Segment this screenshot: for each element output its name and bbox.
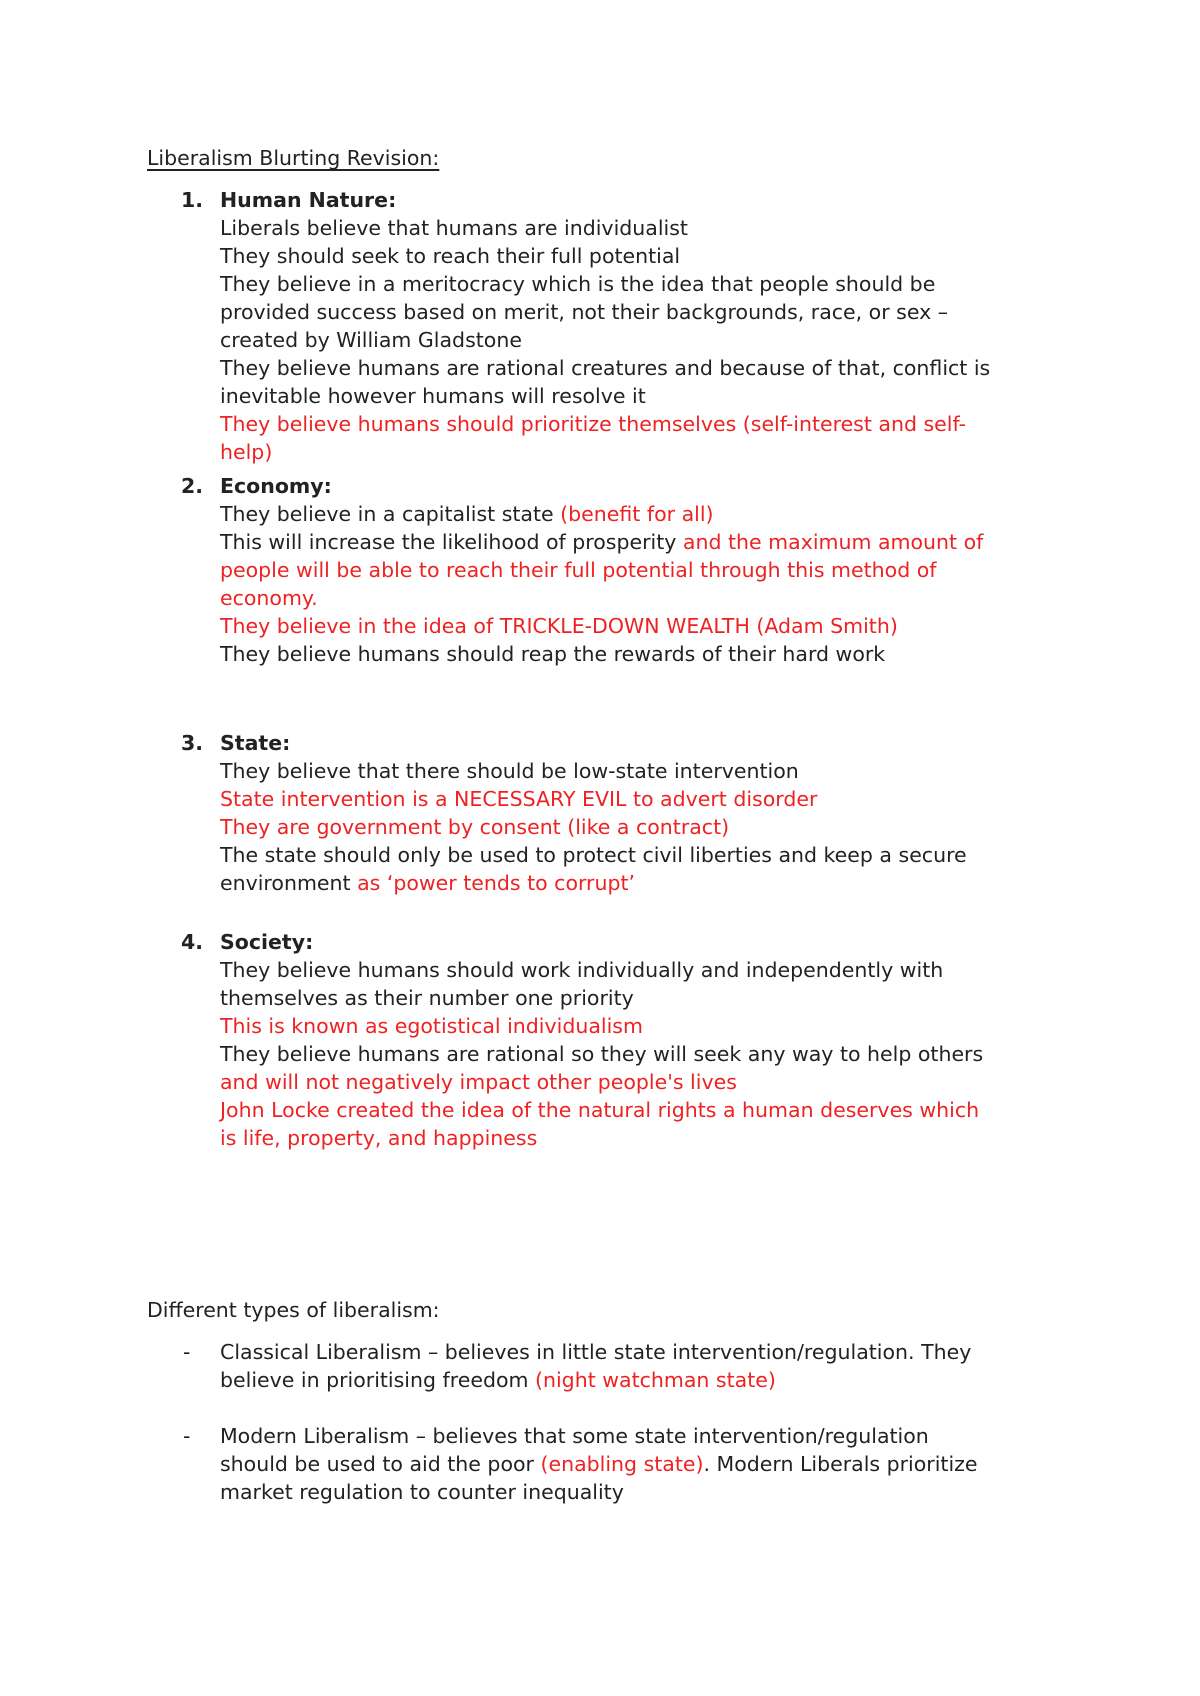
text-line bbox=[220, 841, 1070, 869]
section-heading: Society: bbox=[220, 930, 314, 954]
annotation-text: State intervention is a NECESSARY EVIL to advert disorder bbox=[220, 787, 818, 811]
section-heading: Economy: bbox=[220, 474, 332, 498]
annotation-text: is life, property, and happiness bbox=[220, 1126, 538, 1150]
body-text: Liberals believe that humans are individualist bbox=[220, 216, 688, 240]
text-line bbox=[220, 584, 1070, 612]
body-text: environment bbox=[220, 871, 358, 895]
text-line bbox=[220, 813, 1070, 841]
body-text: They believe humans should reap the rewards of their hard work bbox=[220, 642, 886, 666]
annotation-text: help) bbox=[220, 440, 273, 464]
section-body bbox=[220, 956, 1070, 1152]
text-line bbox=[220, 242, 1070, 270]
body-text: inevitable however humans will resolve it bbox=[220, 384, 646, 408]
bullet-dash: - bbox=[183, 1340, 191, 1364]
text-line bbox=[220, 956, 1070, 984]
text-line bbox=[220, 640, 1070, 668]
annotation-text: and the maximum amount of bbox=[682, 530, 984, 554]
annotation-text: people will be able to reach their full potential through this method of bbox=[220, 558, 937, 582]
text-line bbox=[220, 1422, 1070, 1450]
section-number: 1. bbox=[181, 188, 204, 212]
text-line bbox=[220, 1096, 1070, 1124]
annotation-text: They believe in the idea of TRICKLE-DOWN WEALTH (Adam Smith) bbox=[220, 614, 898, 638]
body-text: created by William Gladstone bbox=[220, 328, 522, 352]
text-line bbox=[220, 556, 1070, 584]
annotation-text: (benefit for all) bbox=[560, 502, 714, 526]
body-text: Classical Liberalism – believes in little state intervention/regulation. They bbox=[220, 1340, 972, 1364]
body-text: They believe that there should be low-state intervention bbox=[220, 759, 799, 783]
text-line bbox=[220, 410, 1070, 438]
text-line bbox=[220, 1068, 1070, 1096]
text-line bbox=[220, 382, 1070, 410]
annotation-text: (night watchman state) bbox=[535, 1368, 776, 1392]
type-body bbox=[220, 1422, 1070, 1506]
text-line bbox=[220, 1338, 1070, 1366]
body-text: should be used to aid the poor bbox=[220, 1452, 541, 1476]
annotation-text: They believe humans should prioritize themselves (self-interest and self- bbox=[220, 412, 966, 436]
text-line bbox=[220, 438, 1070, 466]
body-text: . Modern Liberals prioritize bbox=[703, 1452, 978, 1476]
text-line bbox=[220, 785, 1070, 813]
text-line bbox=[220, 612, 1070, 640]
body-text: This will increase the likelihood of prosperity bbox=[220, 530, 683, 554]
annotation-text: and will not negatively impact other people's lives bbox=[220, 1070, 737, 1094]
text-line bbox=[220, 326, 1070, 354]
text-line bbox=[220, 869, 1070, 897]
text-line bbox=[220, 1124, 1070, 1152]
text-line bbox=[220, 1450, 1070, 1478]
body-text: The state should only be used to protect civil liberties and keep a secure bbox=[220, 843, 967, 867]
text-line bbox=[220, 1366, 1070, 1394]
body-text: They believe in a capitalist state bbox=[220, 502, 561, 526]
text-line bbox=[220, 354, 1070, 382]
text-line bbox=[220, 1012, 1070, 1040]
text-line bbox=[220, 1478, 1070, 1506]
text-line bbox=[220, 298, 1070, 326]
section-heading: Human Nature: bbox=[220, 188, 397, 212]
annotation-text: They are government by consent (like a contract) bbox=[220, 815, 730, 839]
annotation-text: as ‘power tends to corrupt’ bbox=[357, 871, 636, 895]
body-text: They should seek to reach their full potential bbox=[220, 244, 681, 268]
section-body bbox=[220, 757, 1070, 897]
body-text: themselves as their number one priority bbox=[220, 986, 634, 1010]
body-text: Modern Liberalism – believes that some state intervention/regulation bbox=[220, 1424, 929, 1448]
body-text: They believe in a meritocracy which is the idea that people should be bbox=[220, 272, 936, 296]
section-body bbox=[220, 214, 1070, 466]
body-text: provided success based on merit, not their backgrounds, race, or sex – bbox=[220, 300, 949, 324]
type-body bbox=[220, 1338, 1070, 1394]
text-line bbox=[220, 757, 1070, 785]
section-body bbox=[220, 500, 1070, 668]
body-text: They believe humans are rational so they will seek any way to help others bbox=[220, 1042, 984, 1066]
text-line bbox=[220, 214, 1070, 242]
types-heading: Different types of liberalism: bbox=[147, 1298, 440, 1322]
section-number: 3. bbox=[181, 731, 204, 755]
section-heading: State: bbox=[220, 731, 291, 755]
text-line bbox=[220, 1040, 1070, 1068]
section-number: 2. bbox=[181, 474, 204, 498]
page-title: Liberalism Blurting Revision: bbox=[147, 146, 440, 170]
bullet-dash: - bbox=[183, 1424, 191, 1448]
annotation-text: John Locke created the idea of the natural rights a human deserves which bbox=[220, 1098, 980, 1122]
body-text: They believe humans should work individually and independently with bbox=[220, 958, 944, 982]
section-number: 4. bbox=[181, 930, 204, 954]
body-text: market regulation to counter inequality bbox=[220, 1480, 624, 1504]
annotation-text: economy. bbox=[220, 586, 318, 610]
annotation-text: This is known as egotistical individualism bbox=[220, 1014, 643, 1038]
text-line bbox=[220, 528, 1070, 556]
body-text: They believe humans are rational creatures and because of that, conflict is bbox=[220, 356, 991, 380]
body-text: believe in prioritising freedom bbox=[220, 1368, 535, 1392]
text-line bbox=[220, 984, 1070, 1012]
text-line bbox=[220, 270, 1070, 298]
annotation-text: (enabling state) bbox=[540, 1452, 704, 1476]
text-line bbox=[220, 500, 1070, 528]
